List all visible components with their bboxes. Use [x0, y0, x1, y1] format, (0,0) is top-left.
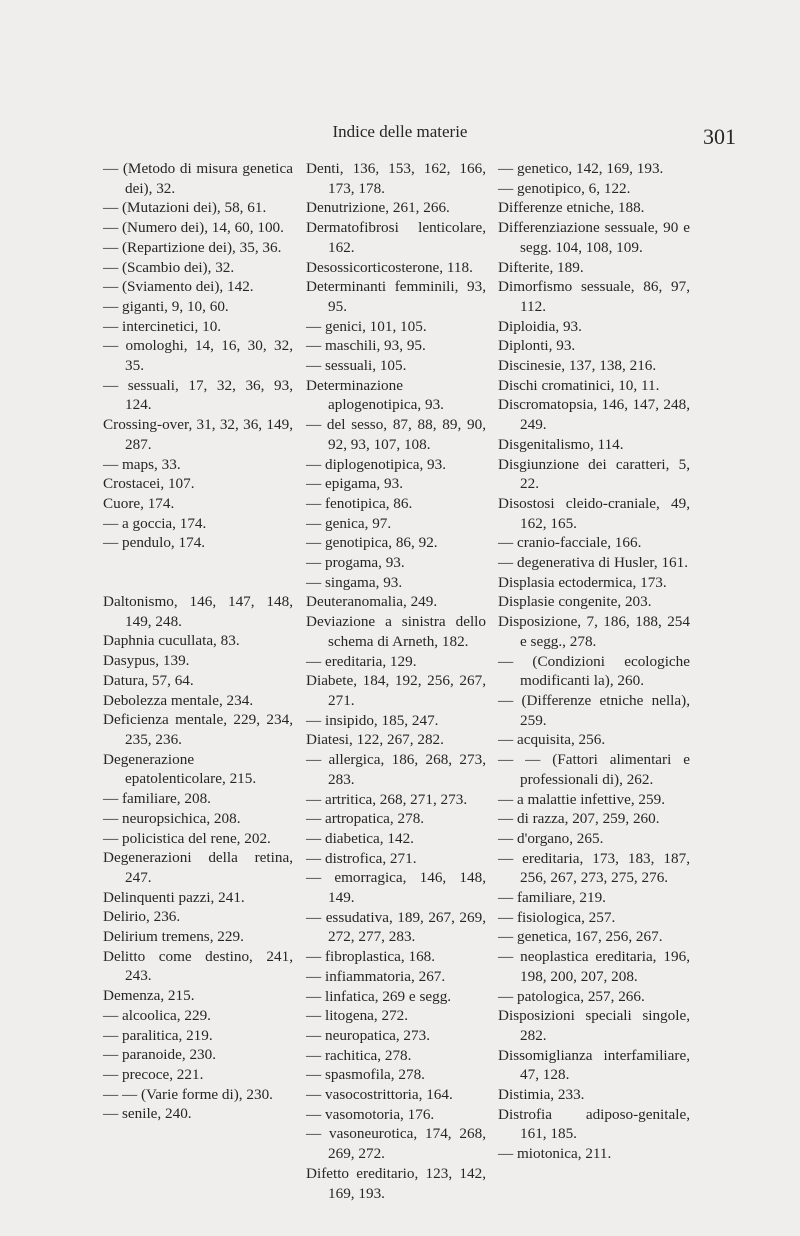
index-entry: — neuropatica, 273. [306, 1026, 430, 1044]
index-entry: Distimia, 233. [498, 1086, 585, 1104]
index-entry: Displasia ectodermica, 173. [498, 573, 667, 591]
index-entry: Diplonti, 93. [498, 337, 576, 355]
index-entry: — maschili, 93, 95. [306, 337, 426, 355]
index-entry: — progama, 93. [306, 554, 405, 572]
index-entry: — (Repartizione dei), 35, 36. [103, 238, 282, 256]
index-entry: — (Mutazioni dei), 58, 61. [103, 199, 267, 217]
index-entry: — genica, 97. [306, 514, 392, 532]
page-number: 301 [703, 124, 736, 149]
index-entry: — paralitica, 219. [103, 1026, 213, 1044]
index-entry: — neoplastica ereditaria, 196, 198, 200, 207, 208. [498, 948, 690, 985]
index-entry: Distrofia adiposo-genitale, 161, 185. [498, 1105, 690, 1143]
index-entry: Degenerazioni della retina, 247. [103, 849, 293, 886]
index-entry: — allergica, 186, 268, 273, 283. [306, 751, 486, 788]
index-entry: — spasmofila, 278. [306, 1066, 425, 1084]
index-entry: Diabete, 184, 192, 256, 267, 271. [306, 672, 486, 709]
index-entry: — omologhi, 14, 16, 30, 32, 35. [103, 337, 293, 375]
index-entry: Differenziazione sessuale, 90 e segg. 104, 108, 109. [498, 219, 690, 256]
index-entry: Denti, 136, 153, 162, 166, 173, 178. [306, 160, 486, 197]
index-entry: — precoce, 221. [103, 1065, 204, 1083]
index-entry: — emorragica, 146, 148, 149. [306, 869, 486, 907]
index-entry: Datura, 57, 64. [103, 671, 194, 689]
index-entry: — del sesso, 87, 88, 89, 90, 92, 93, 107, 108. [306, 416, 486, 453]
index-entry: — acquisita, 256. [498, 731, 606, 749]
index-entry: Degenerazione epatolenticolare, 215. [103, 750, 257, 788]
index-entry: Determinanti femminili, 93, 95. [306, 278, 486, 315]
index-entry: Daphnia cucullata, 83. [103, 632, 240, 650]
index-entry: — paranoide, 230. [103, 1046, 217, 1064]
index-entry: Difetto ereditario, 123, 142, 169, 193. [306, 1164, 486, 1202]
index-entry: — — (Fattori alimentari e professionali di), 262. [498, 751, 690, 788]
index-entry: Difterite, 189. [498, 258, 584, 276]
index-entry: — pendulo, 174. [103, 534, 206, 552]
index-entry: — vasocostrittoria, 164. [306, 1086, 453, 1104]
index-entry: Discromatopsia, 146, 147, 248, 249. [498, 396, 690, 434]
index-entry: Deviazione a sinistra dello schema di Arneth, 182. [306, 613, 486, 650]
index-entry: Delitto come destino, 241, 243. [103, 947, 293, 985]
index-entry: — (Condizioni ecologiche modificanti la), 260. [498, 652, 690, 690]
index-entry: — infiammatoria, 267. [306, 967, 446, 985]
index-entry: — essudativa, 189, 267, 269, 272, 277, 283. [306, 908, 486, 946]
index-entry: Desossicorticosterone, 118. [306, 258, 473, 276]
index-entry: Disposizione, 7, 186, 188, 254 e segg., 278. [498, 613, 690, 650]
index-entry: — diplogenotipica, 93. [306, 455, 447, 473]
index-entry: — fenotipica, 86. [306, 494, 413, 512]
index-entry: — sessuali, 17, 32, 36, 93, 124. [103, 376, 293, 414]
index-entry: — rachitica, 278. [306, 1046, 412, 1064]
index-entry: — degenerativa di Husler, 161. [498, 554, 689, 572]
index-entry: — a malattie infettive, 259. [498, 790, 666, 808]
index-entry: Dischi cromatinici, 10, 11. [498, 376, 660, 394]
index-entry: Disposizioni speciali singole, 282. [498, 1007, 690, 1044]
index-entry: Dissomiglianza interfamiliare, 47, 128. [498, 1046, 690, 1084]
index-entry: Diatesi, 122, 267, 282. [306, 731, 444, 749]
section-gap [103, 553, 293, 592]
index-entry: — litogena, 272. [306, 1007, 409, 1025]
index-entry: — policistica del rene, 202. [103, 829, 271, 847]
index-entry: — maps, 33. [103, 455, 181, 473]
index-entry: — (Scambio dei), 32. [103, 258, 235, 276]
index-entry: Crostacei, 107. [103, 475, 195, 493]
index-entry: — familiare, 219. [498, 889, 606, 907]
index-entry: Demenza, 215. [103, 987, 195, 1005]
index-entry: — vasomotoria, 176. [306, 1105, 435, 1123]
index-entry: — genotipica, 86, 92. [306, 534, 438, 552]
index-entry: Determinazione aplogenotipica, 93. [306, 376, 444, 414]
index-entry: — ereditaria, 173, 183, 187, 256, 267, 273, 275, 276. [498, 849, 690, 887]
index-entry: — distrofica, 271. [306, 849, 417, 867]
index-entry: — artritica, 268, 271, 273. [306, 790, 468, 808]
index-entry: — singama, 93. [306, 573, 403, 591]
index-column-2 [306, 159, 486, 1203]
index-entry: Displasie congenite, 203. [498, 593, 652, 611]
index-entry: — fisiologica, 257. [498, 908, 616, 926]
index-column-3 [498, 159, 690, 1164]
index-entry: — (Sviamento dei), 142. [103, 278, 254, 296]
index-entry: — intercinetici, 10. [103, 317, 222, 335]
index-entry: — epigama, 93. [306, 475, 404, 493]
index-entry: Dermatofibrosi lenticolare, 162. [306, 219, 486, 256]
index-entry: Diploidia, 93. [498, 317, 582, 335]
index-entry: Disgiunzione dei caratteri, 5, 22. [498, 455, 690, 493]
index-entry: — neuropsichica, 208. [103, 809, 241, 827]
index-entry: Debolezza mentale, 234. [103, 691, 254, 709]
index-entry: — di razza, 207, 259, 260. [498, 810, 660, 828]
index-entry: — a goccia, 174. [103, 514, 207, 532]
index-entry: — genotipico, 6, 122. [498, 179, 631, 197]
index-entry: Delinquenti pazzi, 241. [103, 888, 245, 906]
index-entry: — fibroplastica, 168. [306, 948, 436, 966]
index-entry: — insipido, 185, 247. [306, 711, 439, 729]
index-entry: Deuteranomalia, 249. [306, 593, 438, 611]
index-entry: — (Differenze etniche nella), 259. [498, 691, 690, 729]
index-entry: Dasypus, 139. [103, 652, 190, 670]
index-entry: — (Numero dei), 14, 60, 100. [103, 219, 284, 237]
index-column-1 [103, 159, 293, 1124]
index-entry: Disgenitalismo, 114. [498, 435, 624, 453]
index-entry: — patologica, 257, 266. [498, 987, 645, 1005]
index-entry: — artropatica, 278. [306, 810, 425, 828]
index-entry: — genetico, 142, 169, 193. [498, 160, 664, 177]
index-entry: Denutrizione, 261, 266. [306, 199, 450, 217]
index-entry: Cuore, 174. [103, 494, 175, 512]
index-entry: — cranio-facciale, 166. [498, 534, 642, 552]
index-entry: — vasoneurotica, 174, 268, 269, 272. [306, 1125, 486, 1163]
index-entry: — linfatica, 269 e segg. [306, 987, 452, 1005]
index-entry: Deficienza mentale, 229, 234, 235, 236. [103, 711, 293, 748]
index-entry: — giganti, 9, 10, 60. [103, 297, 229, 315]
index-entry: — diabetica, 142. [306, 829, 414, 847]
index-entry: Daltonismo, 146, 147, 148, 149, 248. [103, 593, 293, 630]
index-entry: — genetica, 167, 256, 267. [498, 928, 663, 946]
index-entry: — (Metodo di misura genetica dei), 32. [103, 160, 293, 197]
index-entry: — sessuali, 105. [306, 357, 407, 375]
index-entry: Disostosi cleido-craniale, 49, 162, 165. [498, 494, 690, 532]
index-entry: — miotonica, 211. [498, 1145, 612, 1163]
page-header-title: Indice delle materie [332, 122, 468, 141]
index-entry: — — (Varie forme di), 230. [103, 1085, 273, 1103]
index-entry: Crossing-over, 31, 32, 36, 149, 287. [103, 416, 293, 453]
index-entry: — ereditaria, 129. [306, 652, 417, 670]
index-entry: Differenze etniche, 188. [498, 199, 645, 217]
index-entry: Dimorfismo sessuale, 86, 97, 112. [498, 278, 690, 315]
index-entry: — alcoolica, 229. [103, 1006, 211, 1024]
index-entry: — senile, 240. [103, 1105, 192, 1123]
index-entry: — d'organo, 265. [498, 829, 604, 847]
index-entry: Delirio, 236. [103, 908, 181, 926]
index-entry: — familiare, 208. [103, 790, 211, 808]
index-entry: Discinesie, 137, 138, 216. [498, 357, 657, 375]
index-entry: Delirium tremens, 229. [103, 928, 244, 946]
index-entry: — genici, 101, 105. [306, 317, 427, 335]
